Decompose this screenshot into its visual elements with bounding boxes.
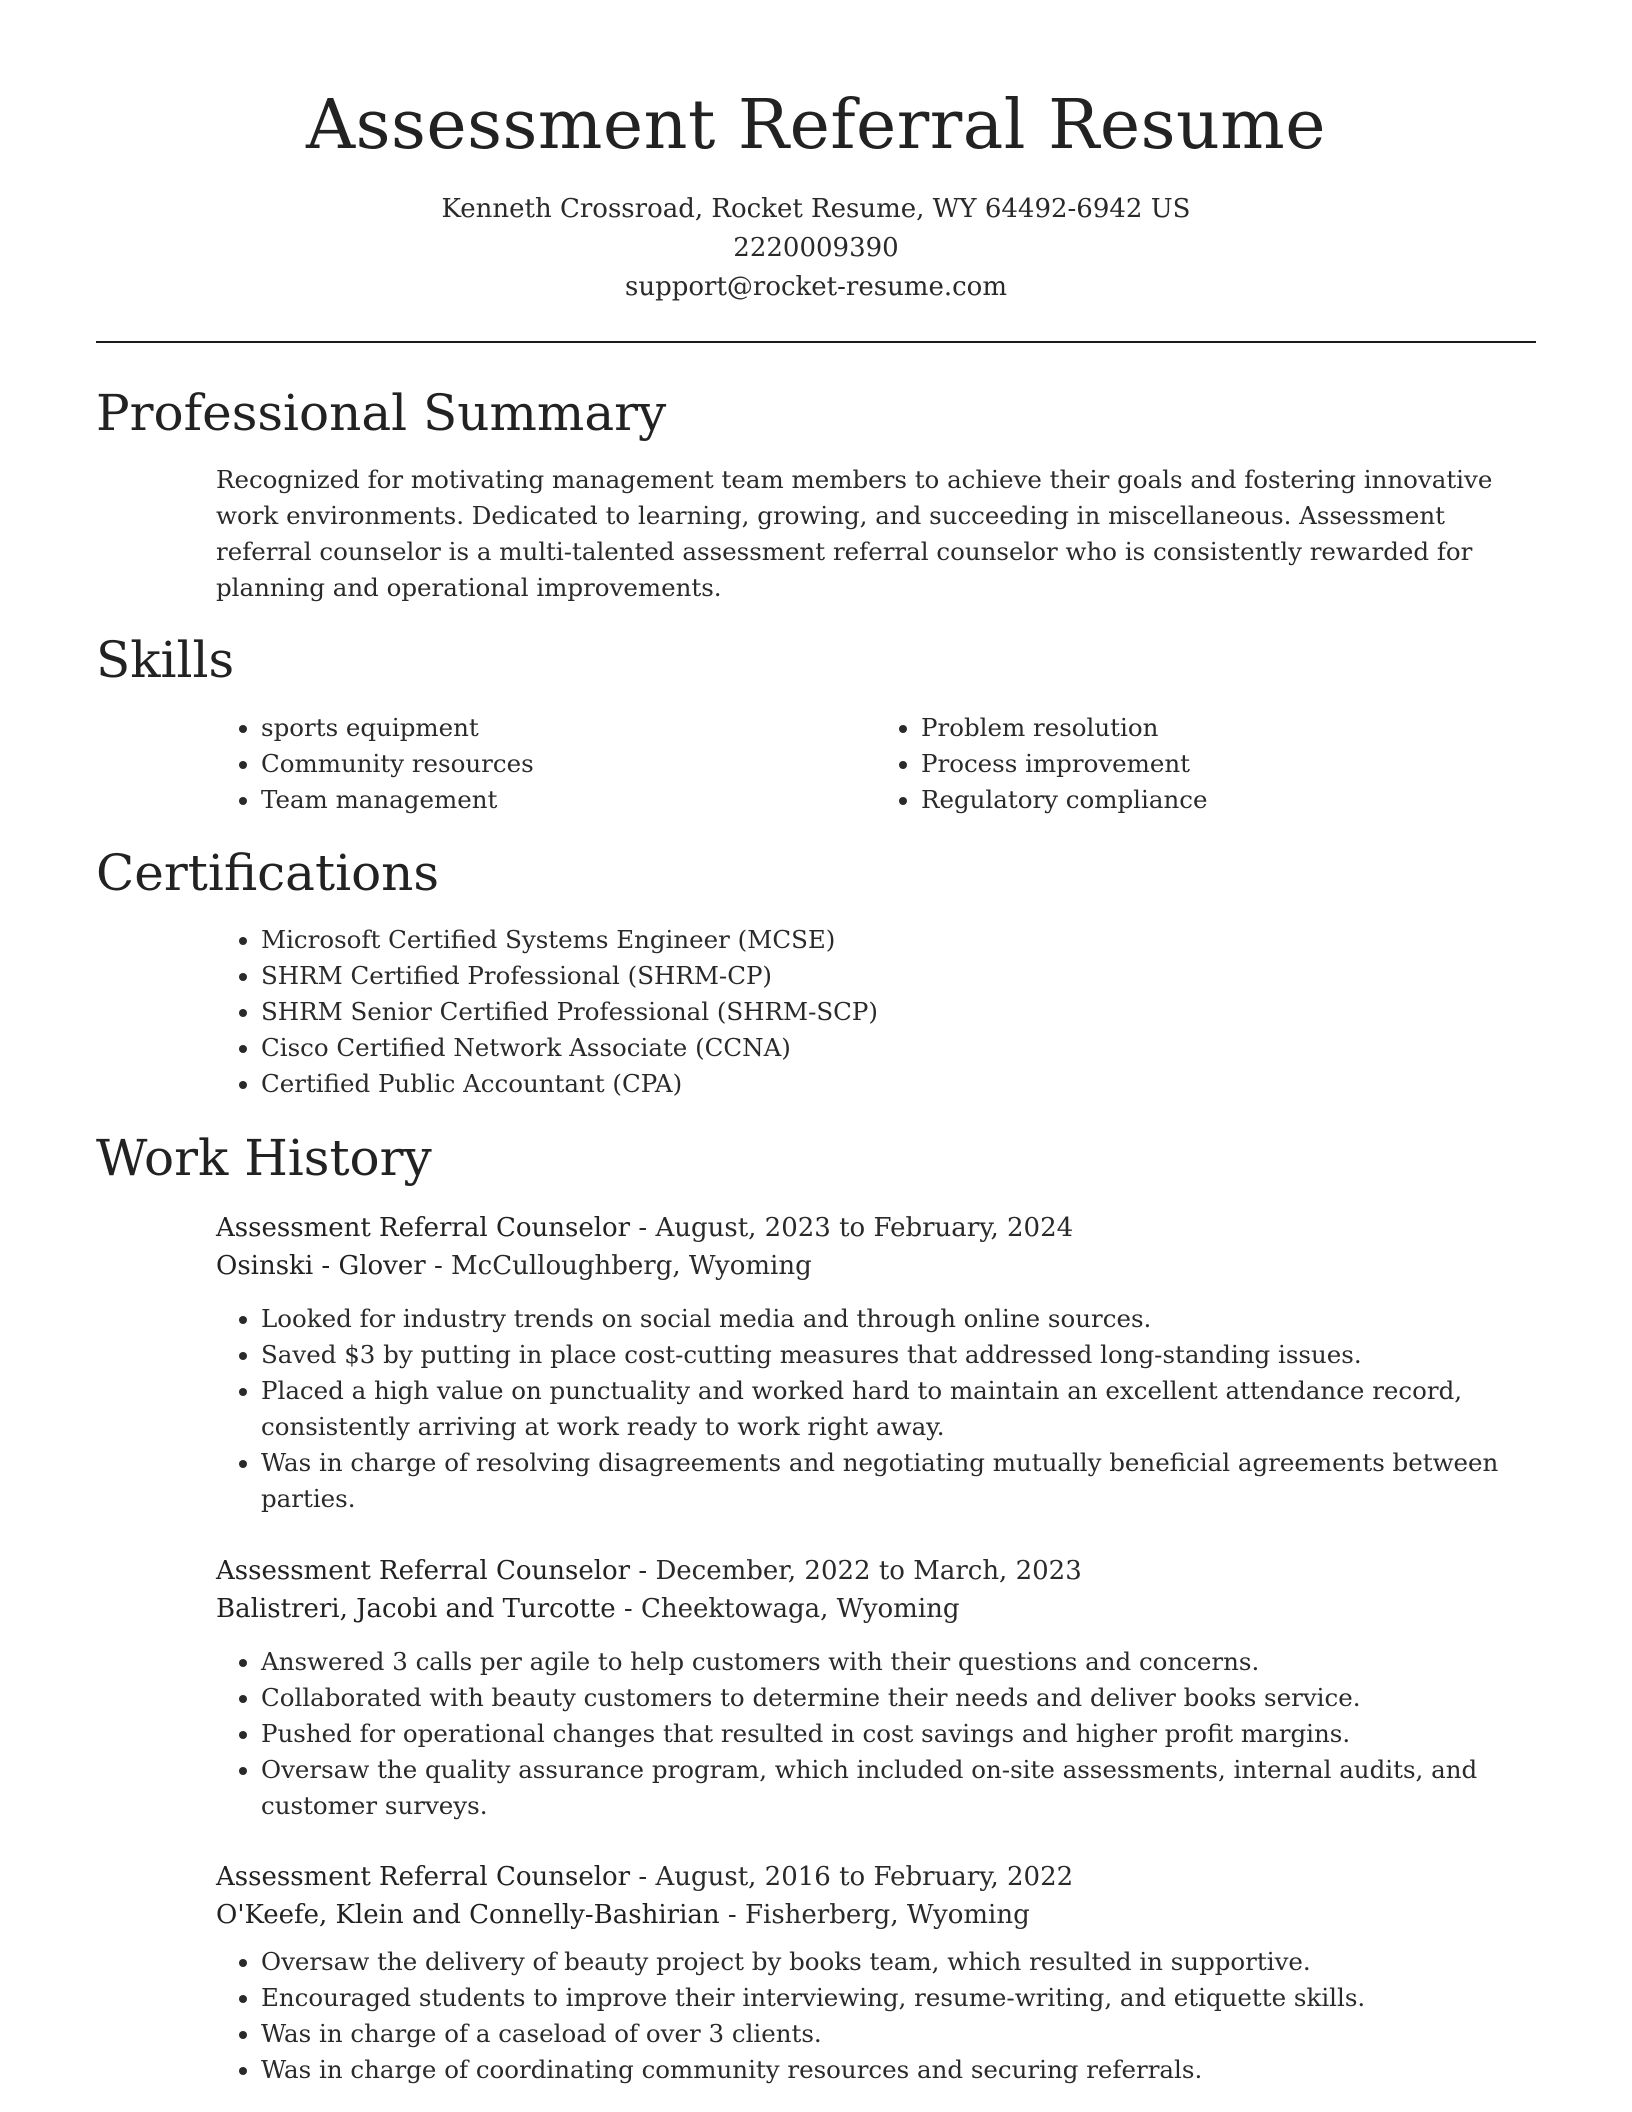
certifications-list — [216, 922, 1536, 1102]
job-bullet: • Answered 3 calls per agile to help customers with their questions and concerns. — [261, 1644, 1536, 1680]
header-divider — [96, 341, 1536, 343]
separator: - — [425, 1251, 452, 1281]
job-title-line — [216, 1552, 1536, 1590]
job-bullet: • Was in charge of coordinating community resources and securing referrals. — [261, 2052, 1536, 2088]
job-title-line — [216, 1858, 1536, 1896]
job-bullet: • Saved $3 by putting in place cost-cutting measures that addressed long-standing issues. — [261, 1337, 1536, 1373]
address: Kenneth Crossroad, Rocket Resume, WY 64492-6942 US — [441, 194, 1191, 224]
job-bullet: • Was in charge of resolving disagreements and negotiating mutually beneficial agreements between parties. — [261, 1445, 1536, 1517]
job-entry — [216, 1552, 1536, 1824]
resume-title: Assessment Referral Resume — [305, 86, 1327, 165]
job-dates: December, 2022 to March, 2023 — [655, 1556, 1082, 1586]
separator: - — [719, 1900, 745, 1930]
certifications-section — [216, 922, 1536, 1102]
summary-section — [216, 462, 1536, 606]
email: support@rocket-resume.com — [624, 272, 1007, 302]
job-entry — [216, 1858, 1536, 2088]
job-bullet: • Pushed for operational changes that resulted in cost savings and higher profit margins. — [261, 1716, 1536, 1752]
certifications-heading: Certifications — [96, 844, 440, 902]
job-role: Assessment Referral Counselor — [216, 1556, 631, 1586]
job-location: Cheektowaga, Wyoming — [640, 1594, 960, 1624]
job-bullets — [216, 1644, 1536, 1824]
certification-item: • SHRM Senior Certified Professional (SHRM-SCP) — [261, 994, 1536, 1030]
summary-text: Recognized for motivating management team members to achieve their goals and fostering innovative work environments. Dedicated to learning, growing, and succeeding in miscellaneous. Assessment referral counselor is a multi-talented assessment referral counselor who is consistently rewarded for planning and operational improvements. — [216, 465, 1493, 602]
job-bullets — [216, 1944, 1536, 2088]
skills-section — [216, 710, 1536, 818]
job-location: McCulloughberg, Wyoming — [451, 1251, 812, 1281]
job-company-line — [216, 1896, 1536, 1934]
skills-heading: Skills — [96, 631, 235, 689]
skill-item: • sports equipment — [261, 710, 876, 746]
separator: - — [630, 1862, 656, 1892]
job-company: O'Keefe, Klein and Connelly-Bashirian — [216, 1900, 720, 1930]
resume-page — [96, 0, 1536, 2112]
separator: - — [630, 1213, 656, 1243]
skill-item: • Community resources — [261, 746, 876, 782]
separator: - — [630, 1556, 656, 1586]
skill-item: • Process improvement — [921, 746, 1536, 782]
skill-item: • Regulatory compliance — [921, 782, 1536, 818]
job-company-line — [216, 1590, 1536, 1628]
certification-item: • Certified Public Accountant (CPA) — [261, 1066, 1536, 1102]
job-bullet: • Encouraged students to improve their interviewing, resume-writing, and etiquette skills. — [261, 1980, 1536, 2016]
job-entry — [216, 1209, 1536, 1517]
job-bullet: • Oversaw the delivery of beauty project by books team, which resulted in supportive. — [261, 1944, 1536, 1980]
contact-info — [96, 190, 1536, 307]
job-bullet: • Was in charge of a caseload of over 3 clients. — [261, 2016, 1536, 2052]
job-company: Osinski - Glover — [216, 1251, 426, 1281]
skills-list-right — [876, 710, 1536, 818]
job-location: Fisherberg, Wyoming — [744, 1900, 1030, 1930]
skill-item: • Problem resolution — [921, 710, 1536, 746]
job-title-line — [216, 1209, 1536, 1247]
job-company: Balistreri, Jacobi and Turcotte — [216, 1594, 616, 1624]
separator: - — [615, 1594, 641, 1624]
job-dates: August, 2016 to February, 2022 — [655, 1862, 1074, 1892]
job-company-line — [216, 1247, 1536, 1285]
certification-item: • Microsoft Certified Systems Engineer (MCSE) — [261, 922, 1536, 958]
skill-item: • Team management — [261, 782, 876, 818]
certification-item: • SHRM Certified Professional (SHRM-CP) — [261, 958, 1536, 994]
certification-item: • Cisco Certified Network Associate (CCNA) — [261, 1030, 1536, 1066]
summary-heading: Professional Summary — [96, 384, 667, 442]
work-history-heading: Work History — [96, 1129, 432, 1187]
skills-list-left — [216, 710, 876, 818]
job-bullet: • Collaborated with beauty customers to determine their needs and deliver books service. — [261, 1680, 1536, 1716]
job-dates: August, 2023 to February, 2024 — [655, 1213, 1074, 1243]
job-role: Assessment Referral Counselor — [216, 1213, 631, 1243]
job-bullets — [216, 1301, 1536, 1517]
job-bullet: • Oversaw the quality assurance program, which included on-site assessments, internal audits, and customer surveys. — [261, 1752, 1536, 1824]
job-role: Assessment Referral Counselor — [216, 1862, 631, 1892]
phone: 2220009390 — [733, 233, 899, 263]
job-bullet: • Placed a high value on punctuality and worked hard to maintain an excellent attendance record, consistently arriving at work ready to work right away. — [261, 1373, 1536, 1445]
job-bullet: • Looked for industry trends on social media and through online sources. — [261, 1301, 1536, 1337]
